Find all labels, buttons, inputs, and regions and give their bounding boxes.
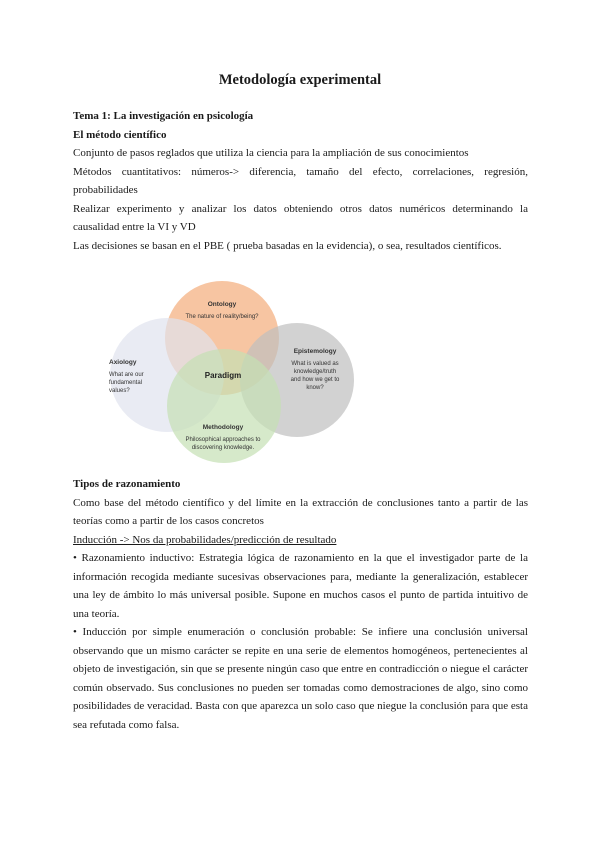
paradigm-label: Paradigm: [204, 371, 242, 380]
paradigm-venn-diagram: [95, 270, 385, 470]
paragraph-quantitative: Métodos cuantitativos: números-> diferencia, tamaño del efecto, correlaciones, regresión, probabilidades: [73, 165, 528, 196]
axiology-line1: What are our: [109, 372, 144, 378]
axiology-line2: fundamental: [109, 380, 143, 386]
epistemology-line3: and how we get to: [290, 377, 340, 383]
epistemology-line1: What is valued as: [291, 361, 339, 367]
epistemology-line2: knowledge/truth: [293, 369, 337, 375]
paragraph-experiment: Realizar experimento y analizar los datos obteniendo otros datos numéricos determinando la causalidad entre la VI y VD: [73, 202, 528, 233]
bullet-inductive-reasoning: • Razonamiento inductivo: Estrategia lógica de razonamiento en la que el investigador parte de la información recogida mediante sucesivas observaciones para, mediante la generalización, establecer una ley de ámbito lo más universal posible. Supone en muchos casos el punto de partida intuitivo de una teoría.: [73, 552, 528, 620]
topic-heading: Tema 1: La investigación en psicología: [73, 110, 254, 122]
axiology-line3: values?: [109, 388, 130, 394]
methodology-line2: discovering knowledge.: [191, 445, 255, 451]
methodology-line1: Philosophical approaches to: [185, 437, 261, 443]
induction-heading: Inducción -> Nos da probabilidades/predicción de resultado: [73, 533, 337, 546]
paragraph-definition: Conjunto de pasos reglados que utiliza la ciencia para la ampliación de sus conocimientos: [73, 147, 469, 159]
topic-section: [73, 107, 528, 255]
ontology-title: Ontology: [207, 301, 237, 308]
ontology-text: The nature of reality/being?: [185, 314, 259, 320]
epistemology-line4: know?: [306, 385, 324, 391]
paragraph-pbe: Las decisiones se basan en el PBE ( prueba basadas en la evidencia), o sea, resultados científicos.: [73, 239, 502, 252]
reasoning-heading: Tipos de razonamiento: [73, 478, 181, 490]
bullet-simple-enumeration: • Inducción por simple enumeración o conclusión probable: Se infiere una conclusión universal observando que un mismo carácter se repite en una serie de elementos homogéneos, pertenecientes al objeto de investigación, sin que se presente ningún caso que entre en contradicción o niegue el carácter común observado. Sus conclusiones no pueden ser tomadas como demostraciones de algo, sino como posibilidades de veracidad. Basta con que aparezca un solo caso que niegue la conclusión para que esta sea refutada como falsa.: [73, 626, 528, 731]
paragraph-reasoning-basis: Como base del método científico y del límite en la extracción de conclusiones tanto a partir de las teorías como a partir de los casos concretos: [73, 496, 528, 527]
section-heading: El método científico: [73, 128, 167, 141]
methodology-title: Methodology: [202, 424, 244, 431]
axiology-title: Axiology: [109, 359, 137, 366]
epistemology-title: Epistemology: [293, 348, 337, 355]
reasoning-section: [73, 475, 528, 734]
page-title: Metodología experimental: [218, 72, 382, 88]
